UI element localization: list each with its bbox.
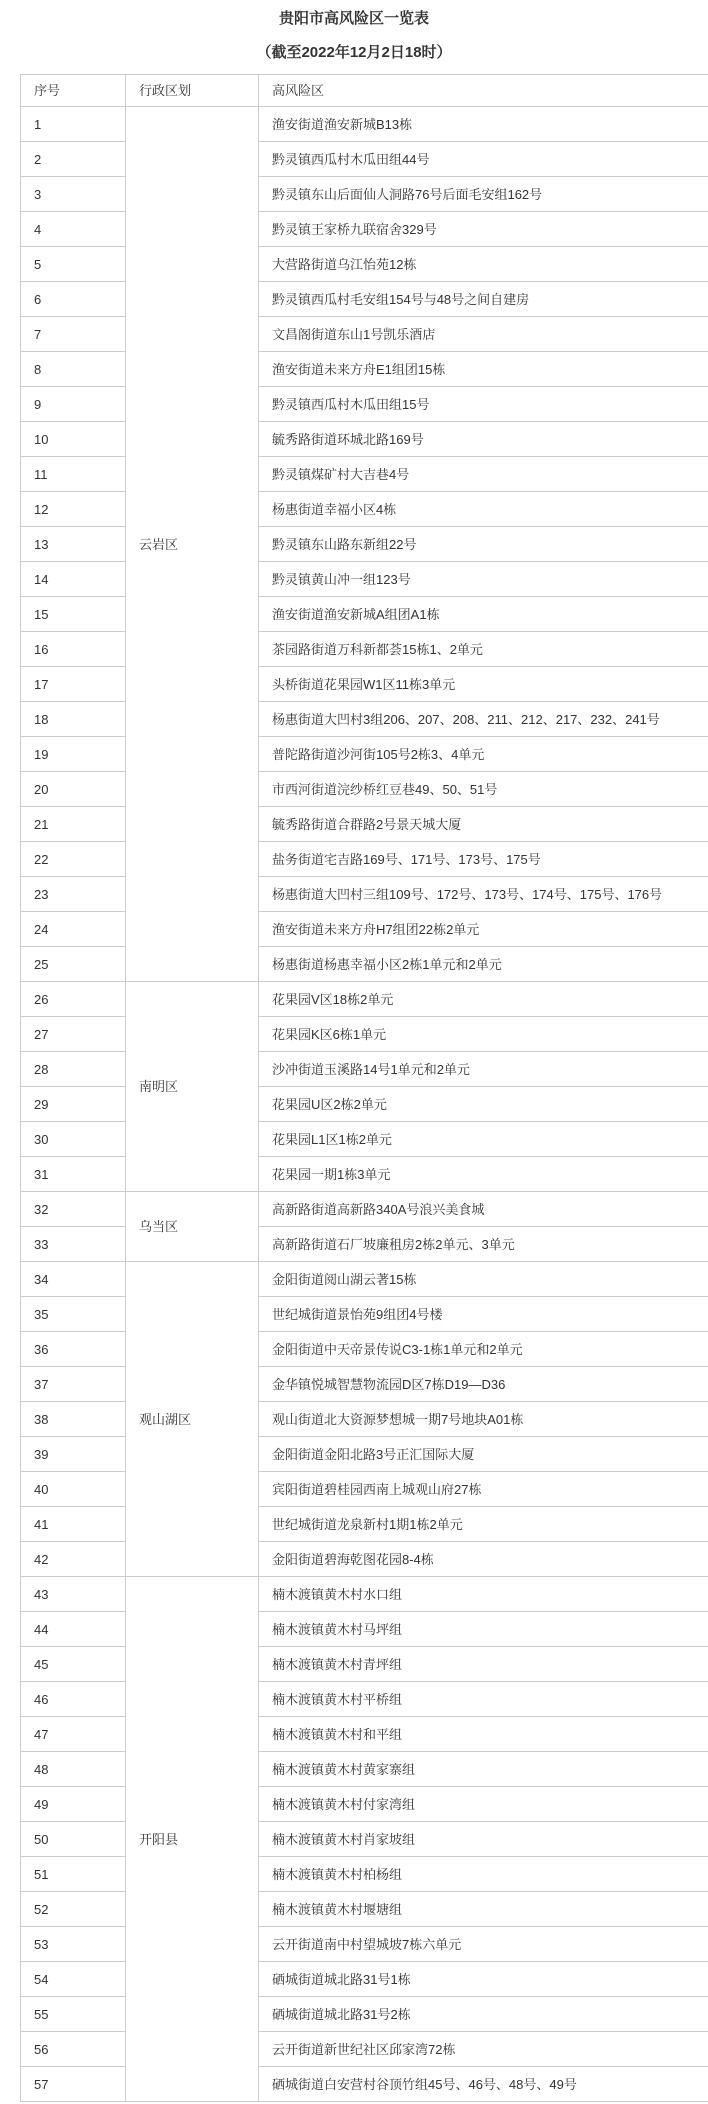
table-row <box>21 457 708 492</box>
area-cell: 观山街道北大资源梦想城一期7号地块A01栋 <box>259 1402 708 1437</box>
table-row <box>21 1227 708 1262</box>
row-number-cell: 44 <box>21 1612 126 1647</box>
row-number-cell: 16 <box>21 632 126 667</box>
row-number-cell: 29 <box>21 1087 126 1122</box>
area-cell: 黔灵镇黄山冲一组123号 <box>259 562 708 597</box>
district-cell: 云岩区 <box>126 107 259 982</box>
table-row <box>21 142 708 177</box>
row-number-cell: 4 <box>21 212 126 247</box>
row-number-cell: 57 <box>21 2067 126 2102</box>
table-row <box>21 1297 708 1332</box>
row-number-cell: 11 <box>21 457 126 492</box>
table-row <box>21 1787 708 1822</box>
column-header-index: 序号 <box>21 75 126 107</box>
table-row <box>21 247 708 282</box>
table-row <box>21 807 708 842</box>
row-number-cell: 3 <box>21 177 126 212</box>
table-row <box>21 1647 708 1682</box>
table-row <box>21 1367 708 1402</box>
area-cell: 渔安街道未来方舟E1组团15栋 <box>259 352 708 387</box>
area-cell: 金阳街道中天帝景传说C3-1栋1单元和2单元 <box>259 1332 708 1367</box>
area-cell: 茶园路街道万科新都荟15栋1、2单元 <box>259 632 708 667</box>
table-row <box>21 702 708 737</box>
area-cell: 黔灵镇煤矿村大吉巷4号 <box>259 457 708 492</box>
row-number-cell: 48 <box>21 1752 126 1787</box>
table-row <box>21 1402 708 1437</box>
row-number-cell: 49 <box>21 1787 126 1822</box>
row-number-cell: 55 <box>21 1997 126 2032</box>
area-cell: 硒城街道城北路31号2栋 <box>259 1997 708 2032</box>
row-number-cell: 41 <box>21 1507 126 1542</box>
area-cell: 黔灵镇王家桥九联宿舍329号 <box>259 212 708 247</box>
area-cell: 楠木渡镇黄木村水口组 <box>259 1577 708 1612</box>
area-cell: 花果园一期1栋3单元 <box>259 1157 708 1192</box>
area-cell: 毓秀路街道合群路2号景天城大厦 <box>259 807 708 842</box>
area-cell: 金阳街道碧海乾图花园8-4栋 <box>259 1542 708 1577</box>
area-cell: 楠木渡镇黄木村肖家坡组 <box>259 1822 708 1857</box>
row-number-cell: 18 <box>21 702 126 737</box>
table-row <box>21 772 708 807</box>
table-row <box>21 1577 708 1612</box>
table-row <box>21 632 708 667</box>
table-row <box>21 597 708 632</box>
area-cell: 黔灵镇东山路东新组22号 <box>259 527 708 562</box>
table-row <box>21 1472 708 1507</box>
row-number-cell: 25 <box>21 947 126 982</box>
row-number-cell: 12 <box>21 492 126 527</box>
row-number-cell: 40 <box>21 1472 126 1507</box>
area-cell: 金华镇悦城智慧物流园D区7栋D19—D36 <box>259 1367 708 1402</box>
area-cell: 沙冲街道玉溪路14号1单元和2单元 <box>259 1052 708 1087</box>
table-row <box>21 1122 708 1157</box>
table-row <box>21 107 708 142</box>
row-number-cell: 42 <box>21 1542 126 1577</box>
table-row <box>21 1682 708 1717</box>
area-cell: 黔灵镇西瓜村木瓜田组44号 <box>259 142 708 177</box>
table-row <box>21 1752 708 1787</box>
row-number-cell: 22 <box>21 842 126 877</box>
table-row <box>21 877 708 912</box>
row-number-cell: 28 <box>21 1052 126 1087</box>
table-row <box>21 2032 708 2067</box>
area-cell: 云开街道南中村望城坡7栋六单元 <box>259 1927 708 1962</box>
area-cell: 普陀路街道沙河街105号2栋3、4单元 <box>259 737 708 772</box>
table-row <box>21 912 708 947</box>
high-risk-area-table <box>20 74 708 2102</box>
table-row <box>21 352 708 387</box>
row-number-cell: 14 <box>21 562 126 597</box>
row-number-cell: 52 <box>21 1892 126 1927</box>
row-number-cell: 8 <box>21 352 126 387</box>
table-row <box>21 2067 708 2102</box>
row-number-cell: 35 <box>21 1297 126 1332</box>
table-row <box>21 1892 708 1927</box>
row-number-cell: 17 <box>21 667 126 702</box>
area-cell: 渔安街道未来方舟H7组团22栋2单元 <box>259 912 708 947</box>
area-cell: 黔灵镇西瓜村毛安组154号与48号之间自建房 <box>259 282 708 317</box>
row-number-cell: 1 <box>21 107 126 142</box>
row-number-cell: 10 <box>21 422 126 457</box>
table-row <box>21 1052 708 1087</box>
area-cell: 高新路街道石厂坡廉租房2栋2单元、3单元 <box>259 1227 708 1262</box>
area-cell: 渔安街道渔安新城A组团A1栋 <box>259 597 708 632</box>
area-cell: 渔安街道渔安新城B13栋 <box>259 107 708 142</box>
table-row <box>21 1857 708 1892</box>
area-cell: 楠木渡镇黄木村黄家寨组 <box>259 1752 708 1787</box>
area-cell: 杨惠街道杨惠幸福小区2栋1单元和2单元 <box>259 947 708 982</box>
table-row <box>21 1997 708 2032</box>
table-row <box>21 212 708 247</box>
row-number-cell: 20 <box>21 772 126 807</box>
area-cell: 杨惠街道大凹村3组206、207、208、211、212、217、232、241号 <box>259 702 708 737</box>
row-number-cell: 7 <box>21 317 126 352</box>
row-number-cell: 24 <box>21 912 126 947</box>
table-row <box>21 282 708 317</box>
row-number-cell: 19 <box>21 737 126 772</box>
row-number-cell: 21 <box>21 807 126 842</box>
area-cell: 花果园L1区1栋2单元 <box>259 1122 708 1157</box>
area-cell: 头桥街道花果园W1区11栋3单元 <box>259 667 708 702</box>
area-cell: 世纪城街道景怡苑9组团4号楼 <box>259 1297 708 1332</box>
district-cell: 观山湖区 <box>126 1262 259 1577</box>
area-cell: 大营路街道乌江怡苑12栋 <box>259 247 708 282</box>
row-number-cell: 43 <box>21 1577 126 1612</box>
area-cell: 硒城街道白安营村谷顶竹组45号、46号、48号、49号 <box>259 2067 708 2102</box>
row-number-cell: 45 <box>21 1647 126 1682</box>
area-cell: 楠木渡镇黄木村和平组 <box>259 1717 708 1752</box>
area-cell: 毓秀路街道环城北路169号 <box>259 422 708 457</box>
table-row <box>21 1157 708 1192</box>
row-number-cell: 54 <box>21 1962 126 1997</box>
area-cell: 文昌阁街道东山1号凯乐酒店 <box>259 317 708 352</box>
area-cell: 花果园V区18栋2单元 <box>259 982 708 1017</box>
row-number-cell: 51 <box>21 1857 126 1892</box>
area-cell: 宾阳街道碧桂园西南上城观山府27栋 <box>259 1472 708 1507</box>
table-row <box>21 1927 708 1962</box>
table-row <box>21 562 708 597</box>
area-cell: 杨惠街道幸福小区4栋 <box>259 492 708 527</box>
row-number-cell: 37 <box>21 1367 126 1402</box>
area-cell: 金阳街道金阳北路3号正汇国际大厦 <box>259 1437 708 1472</box>
row-number-cell: 47 <box>21 1717 126 1752</box>
table-row <box>21 1822 708 1857</box>
row-number-cell: 46 <box>21 1682 126 1717</box>
table-row <box>21 1087 708 1122</box>
table-row <box>21 1192 708 1227</box>
row-number-cell: 50 <box>21 1822 126 1857</box>
table-row <box>21 1262 708 1297</box>
column-header-district: 行政区划 <box>126 75 259 107</box>
row-number-cell: 9 <box>21 387 126 422</box>
table-row <box>21 422 708 457</box>
table-row <box>21 982 708 1017</box>
row-number-cell: 32 <box>21 1192 126 1227</box>
area-cell: 花果园U区2栋2单元 <box>259 1087 708 1122</box>
row-number-cell: 31 <box>21 1157 126 1192</box>
column-header-area: 高风险区 <box>259 75 708 107</box>
row-number-cell: 6 <box>21 282 126 317</box>
row-number-cell: 56 <box>21 2032 126 2067</box>
table-row <box>21 387 708 422</box>
page-subtitle: （截至2022年12月2日18时） <box>256 44 452 61</box>
area-cell: 黔灵镇东山后面仙人洞路76号后面毛安组162号 <box>259 177 708 212</box>
area-cell: 楠木渡镇黄木村马坪组 <box>259 1612 708 1647</box>
table-row <box>21 737 708 772</box>
table-row <box>21 842 708 877</box>
row-number-cell: 33 <box>21 1227 126 1262</box>
area-cell: 楠木渡镇黄木村平桥组 <box>259 1682 708 1717</box>
table-row <box>21 1542 708 1577</box>
district-cell: 开阳县 <box>126 1577 259 2102</box>
area-cell: 金阳街道阅山湖云著15栋 <box>259 1262 708 1297</box>
row-number-cell: 30 <box>21 1122 126 1157</box>
row-number-cell: 23 <box>21 877 126 912</box>
row-number-cell: 13 <box>21 527 126 562</box>
table-header <box>21 75 708 107</box>
table-row <box>21 177 708 212</box>
row-number-cell: 38 <box>21 1402 126 1437</box>
row-number-cell: 39 <box>21 1437 126 1472</box>
table-row <box>21 527 708 562</box>
district-cell: 乌当区 <box>126 1192 259 1262</box>
row-number-cell: 36 <box>21 1332 126 1367</box>
area-cell: 楠木渡镇黄木村青坪组 <box>259 1647 708 1682</box>
table-row <box>21 1507 708 1542</box>
area-cell: 云开街道新世纪社区邱家湾72栋 <box>259 2032 708 2067</box>
row-number-cell: 15 <box>21 597 126 632</box>
row-number-cell: 2 <box>21 142 126 177</box>
table-row <box>21 667 708 702</box>
area-cell: 楠木渡镇黄木村堰塘组 <box>259 1892 708 1927</box>
area-cell: 花果园K区6栋1单元 <box>259 1017 708 1052</box>
area-cell: 杨惠街道大凹村三组109号、172号、173号、174号、175号、176号 <box>259 877 708 912</box>
row-number-cell: 27 <box>21 1017 126 1052</box>
page-title: 贵阳市高风险区一览表 <box>278 10 429 27</box>
row-number-cell: 5 <box>21 247 126 282</box>
area-cell: 盐务街道宅吉路169号、171号、173号、175号 <box>259 842 708 877</box>
table-row <box>21 1612 708 1647</box>
district-cell: 南明区 <box>126 982 259 1192</box>
table-row <box>21 1017 708 1052</box>
area-cell: 楠木渡镇黄木村柏杨组 <box>259 1857 708 1892</box>
area-cell: 黔灵镇西瓜村木瓜田组15号 <box>259 387 708 422</box>
row-number-cell: 53 <box>21 1927 126 1962</box>
table-row <box>21 947 708 982</box>
area-cell: 世纪城街道龙泉新村1期1栋2单元 <box>259 1507 708 1542</box>
area-cell: 市西河街道浣纱桥红豆巷49、50、51号 <box>259 772 708 807</box>
risk-table-body <box>21 107 708 2102</box>
table-row <box>21 1962 708 1997</box>
row-number-cell: 26 <box>21 982 126 1017</box>
area-cell: 楠木渡镇黄木村付家湾组 <box>259 1787 708 1822</box>
row-number-cell: 34 <box>21 1262 126 1297</box>
area-cell: 硒城街道城北路31号1栋 <box>259 1962 708 1997</box>
table-row <box>21 1437 708 1472</box>
table-row <box>21 317 708 352</box>
table-header-row <box>21 75 708 107</box>
table-row <box>21 492 708 527</box>
table-row <box>21 1332 708 1367</box>
table-row <box>21 1717 708 1752</box>
area-cell: 高新路街道高新路340A号浪兴美食城 <box>259 1192 708 1227</box>
